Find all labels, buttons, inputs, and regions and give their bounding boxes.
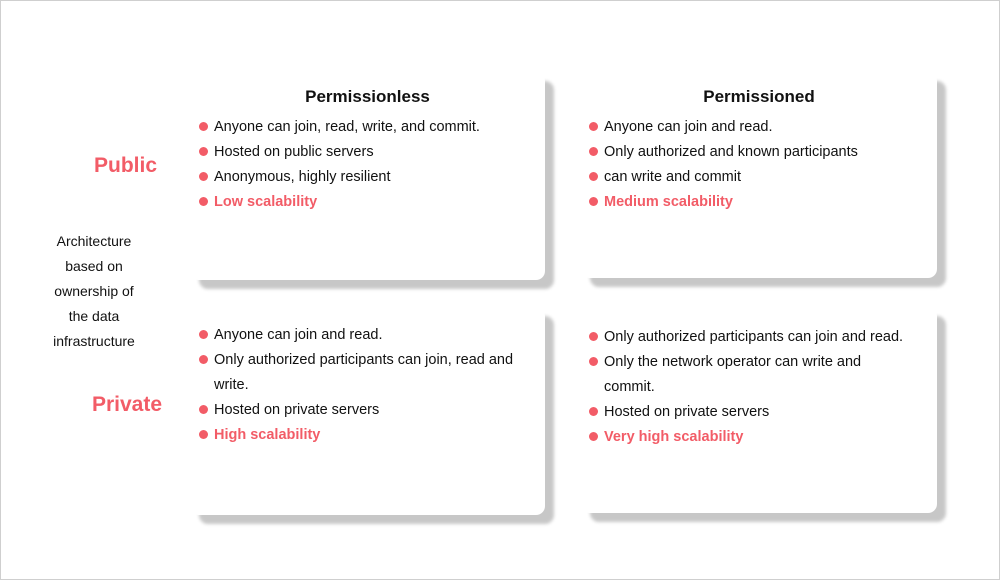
list-item: Anyone can join and read. [589,115,919,140]
row-label-private: Private [91,393,162,416]
bullet-dot-icon [589,197,598,206]
scalability-item: Low scalability [199,190,529,215]
bullet-dot-icon [199,197,208,206]
bullet-dot-icon [589,407,598,416]
bullet-list [199,323,519,448]
axis-label-line: Architecture [56,233,132,249]
list-item: Only authorized participants can join, read and write. [199,348,519,398]
list-item: Only the network operator can write and commit. [589,350,907,400]
list-item: Only authorized and known participants [589,140,919,165]
list-item: Anonymous, highly resilient [199,165,529,190]
card-private-permissioned [581,307,937,513]
scalability-item: Medium scalability [589,190,919,215]
bullet-dot-icon [589,147,598,156]
bullet-dot-icon [199,430,208,439]
card-private-permissionless [190,307,545,515]
list-item: Only authorized participants can join and read. [589,325,907,350]
list-item: Anyone can join and read. [199,323,519,348]
list-item: Anyone can join, read, write, and commit. [199,115,529,140]
list-item: can write and commit [589,165,919,190]
bullet-dot-icon [199,405,208,414]
bullet-list [589,325,907,450]
bullet-list [589,115,919,215]
axis-label-line: based on [65,258,123,274]
scalability-item: High scalability [199,423,519,448]
bullet-dot-icon [589,122,598,131]
axis-label-line: infrastructure [53,333,135,349]
column-title-permissionless: Permissionless [305,87,430,106]
row-label-public: Public [93,154,157,177]
bullet-list [199,115,529,215]
bullet-dot-icon [199,330,208,339]
card-public-permissionless [190,72,545,280]
bullet-dot-icon [589,332,598,341]
bullet-dot-icon [199,122,208,131]
scalability-item: Very high scalability [589,425,907,450]
bullet-dot-icon [199,172,208,181]
axis-label [34,229,154,354]
column-title-permissioned: Permissioned [703,87,815,106]
axis-label-line: ownership of [54,283,134,299]
list-item: Hosted on public servers [199,140,529,165]
bullet-dot-icon [589,357,598,366]
list-item: Hosted on private servers [199,398,519,423]
bullet-dot-icon [199,147,208,156]
axis-label-line: the data [68,308,120,324]
bullet-dot-icon [199,355,208,364]
card-public-permissioned [581,72,937,278]
list-item: Hosted on private servers [589,400,907,425]
bullet-dot-icon [589,172,598,181]
bullet-dot-icon [589,432,598,441]
